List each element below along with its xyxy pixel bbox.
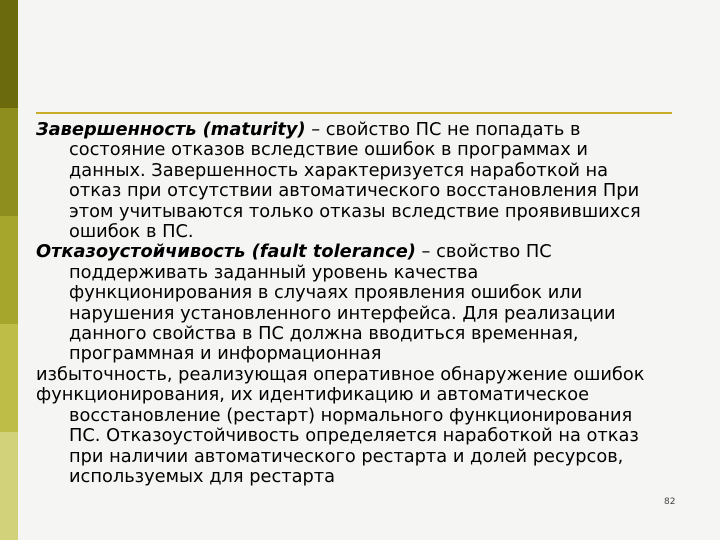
text-line: нарушения установленного интерфейса. Для реализации [69, 302, 616, 324]
text-line: программная и информационная [69, 343, 382, 365]
text-line: при наличии автоматического рестарта и долей ресурсов, [69, 445, 624, 467]
page-number: 82 [664, 497, 676, 507]
text-line [36, 120, 716, 140]
term-maturity: Завершенность (maturity) [36, 119, 306, 140]
text-line: восстановление (рестарт) нормального функционирования [69, 404, 633, 426]
text-line: ПС. Отказоустойчивость определяется наработкой на отказ [69, 425, 639, 447]
decorative-sidebar [0, 0, 18, 540]
sidebar-segment [0, 108, 18, 216]
text-line: отказ при отсутствии автоматического восстановления При [69, 180, 640, 202]
sidebar-segment [0, 216, 18, 324]
text-line: данных. Завершенность характеризуется наработкой на [69, 159, 609, 181]
text-line: используемых для рестарта [69, 465, 336, 487]
text-line: функционирования в случаях проявления ошибок или [69, 282, 583, 304]
sidebar-segment [0, 432, 18, 540]
text-line-part: – свойство ПС [415, 241, 552, 263]
slide-body [36, 120, 716, 487]
text-line: данного свойства в ПС должна вводиться временная, [69, 323, 579, 345]
text-line: ошибок в ПС. [69, 221, 194, 243]
text-line: состояние отказов вследствие ошибок в программах и [69, 139, 588, 161]
definition-fault-tolerance [36, 242, 716, 487]
text-line: поддерживать заданный уровень качества [69, 261, 479, 283]
text-line: избыточность, реализующая оперативное обнаружение ошибок [36, 363, 645, 385]
text-line: функционирования, их идентификацию и автоматическое [36, 384, 590, 406]
definition-maturity [36, 120, 716, 242]
text-line-part: – свойство ПС не попадать в [305, 119, 581, 140]
sidebar-segment [0, 324, 18, 432]
title-divider-line [36, 112, 672, 114]
text-line: этом учитываются только отказы вследствие проявившихся [69, 200, 641, 222]
text-line [36, 242, 716, 262]
term-fault-tolerance: Отказоустойчивость (fault tolerance) [36, 241, 416, 263]
sidebar-segment [0, 0, 18, 108]
